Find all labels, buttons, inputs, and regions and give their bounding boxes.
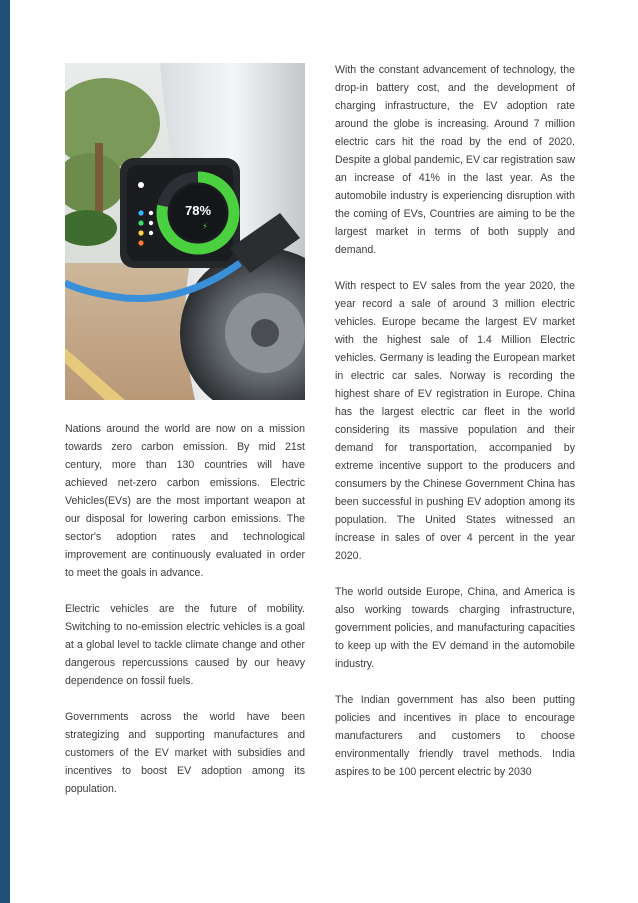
paragraph: Electric vehicles are the future of mobility. Switching to no-emission electric vehicles is a goal at a global level to tackle climate change and other dangerous repercussions caused by our heavy dependence on fossil fuels. [65, 603, 305, 687]
right-text-column [335, 61, 575, 799]
svg-text:⚡: ⚡ [202, 222, 208, 231]
paragraph: Governments across the world have been strategizing and supporting manufactures and customers of the EV market with subsidies and incentives to boost EV adoption among its population. [65, 711, 305, 795]
left-text-column [65, 420, 305, 816]
ev-charging-photo [65, 63, 305, 400]
paragraph: Nations around the world are now on a mission towards zero carbon emission. By mid 21st century, more than 130 countries will have achieved net-zero carbon emissions. Electric Vehicles(EVs) are the most important weapon at our disposal for lowering carbon emissions. The sector's adoption rates and technological improvement are continuously evaluated in order to meet the goals in advance. [65, 423, 305, 579]
paragraph: With the constant advancement of technology, the drop-in battery cost, and the development of charging infrastructure, the EV adoption rate around the globe is increasing. Around 7 million electric cars hit the road by the end of 2020. Despite a global pandemic, EV car registration saw an increase of 41% in the last year. As the automobile industry is experiencing disruption with the coming of EVs, Countries are aiming to be the largest market in terms of both supply and demand. [335, 64, 575, 256]
paragraph: The Indian government has also been putting policies and incentives in place to encourage manufacturers and customers to choose environmentally friendly travel methods. India aspires to be 100 percent electric by 2030 [335, 694, 575, 778]
battery-percent-label: 78% [184, 203, 212, 218]
left-accent-bar [0, 0, 10, 903]
paragraph: With respect to EV sales from the year 2020, the year record a sale of around 3 million electric vehicles. Europe became the largest EV market with the highest sale of 1.4 Million Electric vehicles. Germany is leading the European market in electric car sales. Norway is recording the highest share of EV registration in Europe. China has the largest electric car fleet in the world considering its massive population and their demand for transportation, accompanied by extreme incentive support to the producers and consumers by the Chinese Government China has been successful in pushing EV adoption among its population. The United States witnessed an increase in sales of over 4 percent in the year 2020. [335, 280, 575, 562]
paragraph: The world outside Europe, China, and America is also working towards charging infrastructure, government policies, and manufacturing capacities to keep up with the EV demand in the automobile industry. [335, 586, 575, 670]
